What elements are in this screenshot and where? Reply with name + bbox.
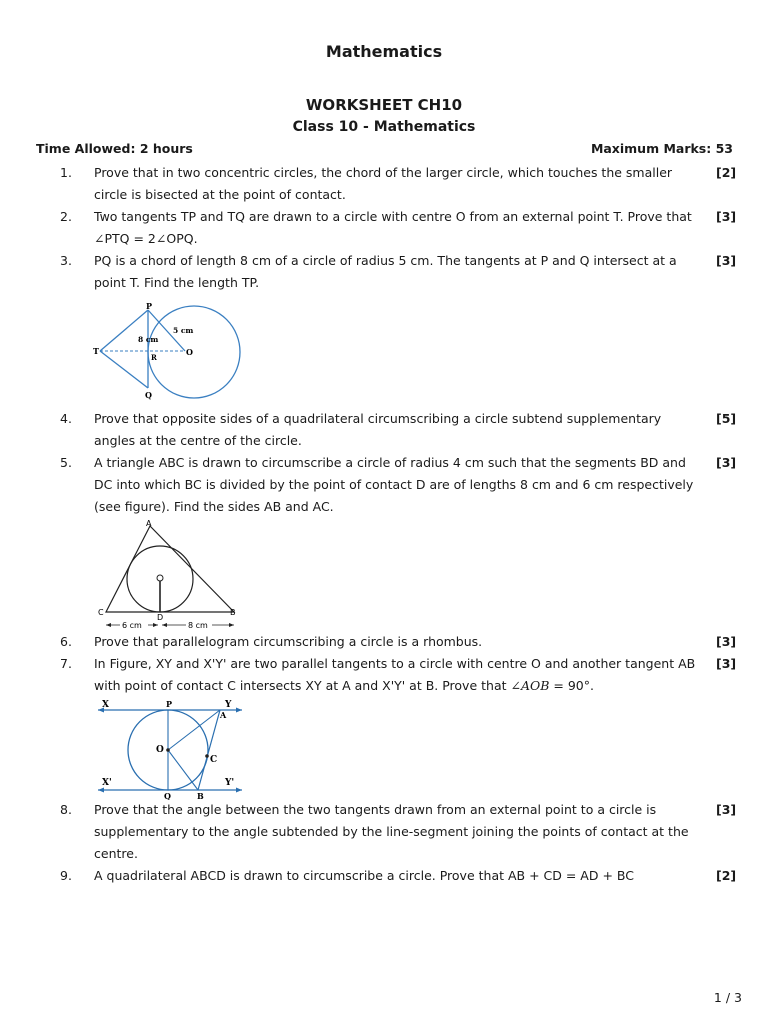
question-marks: [3] <box>716 656 737 671</box>
label-a: A <box>220 710 227 720</box>
label-o: O <box>186 347 193 357</box>
question-text: Prove that in two concentric circles, the chord of the larger circle, which touches the smaller circle is bisected at the point of contact. <box>94 165 673 202</box>
question-text: Prove that parallelogram circumscribing a circle is a rhombus. <box>94 634 483 649</box>
question-marks: [3] <box>716 634 737 649</box>
label-c: C <box>210 755 218 765</box>
max-marks: Maximum Marks: 53 <box>590 141 733 156</box>
label-q: Q <box>145 390 152 400</box>
question-marks: [3] <box>716 209 737 224</box>
label-r: R <box>151 353 157 362</box>
question-number: 8. <box>60 802 72 817</box>
angle-symbol: ∠ <box>510 678 521 693</box>
subject-title: Mathematics <box>325 42 443 61</box>
question-number: 3. <box>60 253 72 268</box>
figure-tangents-circle <box>90 298 250 404</box>
time-allowed: Time Allowed: 2 hours <box>36 141 193 156</box>
label-o: O <box>156 745 164 755</box>
question-number: 7. <box>60 656 72 671</box>
question-text: Two tangents TP and TQ are drawn to a circle with centre O from an external point T. Prove that ∠PTQ = 2∠OPQ. <box>94 209 692 246</box>
label-y-prime: Y' <box>225 778 235 788</box>
label-radius: 5 cm <box>173 326 194 335</box>
question-marks: [2] <box>716 165 737 180</box>
label-t: T <box>93 346 99 356</box>
label-b: B <box>197 791 204 800</box>
question-text: A triangle ABC is drawn to circumscribe a circle of radius 4 cm such that the segments BD and DC into which BC is divided by the point of contact D are of lengths 8 cm and 6 cm respectively (see figure). Find the sides AB and AC. <box>94 455 694 514</box>
meta-row <box>36 141 733 159</box>
page-number: 1 / 3 <box>713 990 742 1005</box>
question-number: 2. <box>60 209 72 224</box>
question-number: 6. <box>60 634 72 649</box>
label-dc: 6 cm <box>122 621 142 630</box>
question-marks: [5] <box>716 411 737 426</box>
label-x-prime: X' <box>102 778 112 788</box>
question-text: A quadrilateral ABCD is drawn to circumscribe a circle. Prove that AB + CD = AD + BC <box>94 868 634 883</box>
label-y: Y <box>225 700 232 710</box>
question-marks: [3] <box>716 455 737 470</box>
label-bd: 8 cm <box>188 621 208 630</box>
label-x: X <box>102 700 109 710</box>
label-b: B <box>230 608 236 617</box>
label-chord: 8 cm <box>138 335 159 344</box>
question-marks: [3] <box>716 253 737 268</box>
class-title: Class 10 - Mathematics <box>292 119 476 135</box>
label-c: C <box>98 608 104 617</box>
question-marks: [3] <box>716 802 737 817</box>
question-text: In Figure, XY and X'Y' are two parallel tangents to a circle with centre O and another tangent AB with point of contact C intersects XY at A and X'Y' at B. Prove that ∠AOB = 90°. <box>94 656 696 693</box>
question-marks: [2] <box>716 868 737 883</box>
question-number: 5. <box>60 455 72 470</box>
label-d: D <box>157 613 164 622</box>
label-p: P <box>166 699 173 709</box>
question-text: Prove that opposite sides of a quadrilateral circumscribing a circle subtend supplementary angles at the centre of the circle. <box>94 411 662 448</box>
figure-parallel-tangents <box>94 698 248 800</box>
question-text: Prove that the angle between the two tangents drawn from an external point to a circle is supplementary to the angle subtended by the line-segment joining the points of contact at the centre. <box>94 802 689 861</box>
question-number: 1. <box>60 165 72 180</box>
question-number: 4. <box>60 411 72 426</box>
question-number: 9. <box>60 868 72 883</box>
angle-symbol: ∠ <box>155 231 167 246</box>
question-text: PQ is a chord of length 8 cm of a circle of radius 5 cm. The tangents at P and Q intersect at a point T. Find the length TP. <box>94 253 677 290</box>
label-p: P <box>146 301 153 311</box>
figure-incircle-triangle <box>94 517 246 631</box>
label-q: Q <box>164 791 171 800</box>
label-a: A <box>146 519 152 528</box>
angle-symbol: ∠ <box>94 231 105 246</box>
worksheet-title: WORKSHEET CH10 <box>305 96 463 114</box>
